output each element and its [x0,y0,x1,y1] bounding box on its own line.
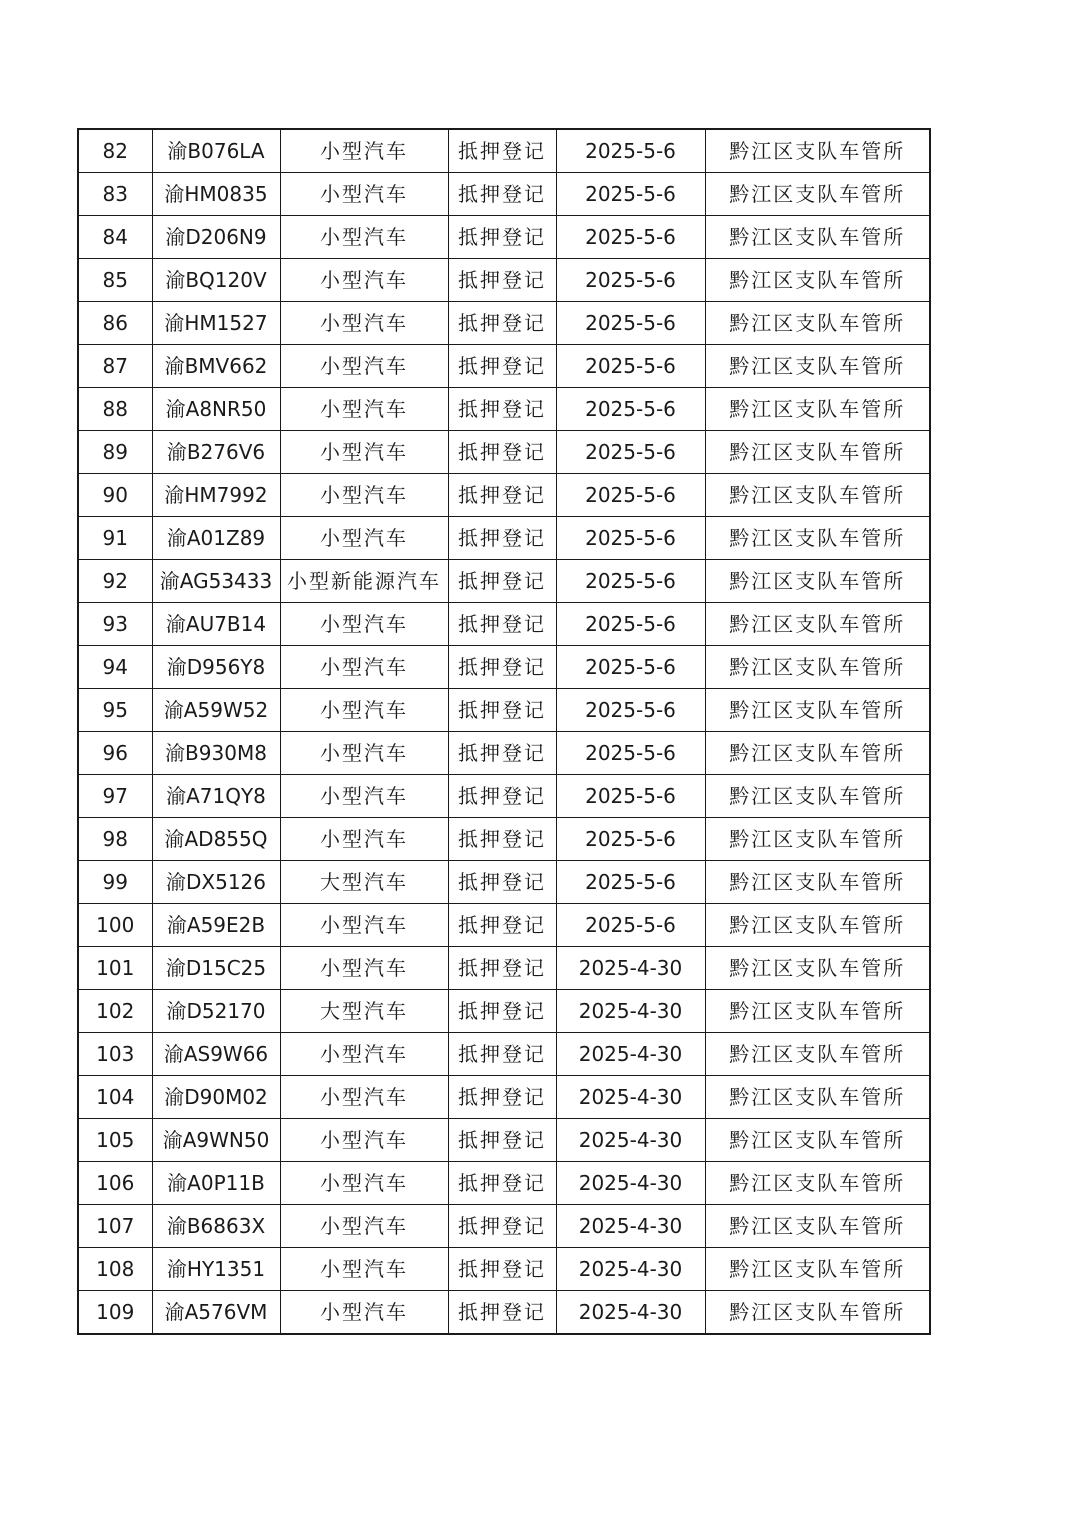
business-type-cell: 抵押登记 [448,259,556,302]
table-row [78,560,930,603]
table-row [78,603,930,646]
office-cell: 黔江区支队车管所 [705,1162,930,1205]
business-type-cell: 抵押登记 [448,517,556,560]
business-type-cell: 抵押登记 [448,818,556,861]
office-cell: 黔江区支队车管所 [705,474,930,517]
vehicle-type-cell: 小型汽车 [280,302,448,345]
business-type-cell: 抵押登记 [448,431,556,474]
office-cell: 黔江区支队车管所 [705,1119,930,1162]
table-row [78,732,930,775]
date-cell: 2025-5-6 [556,216,705,259]
vehicle-type-cell: 小型汽车 [280,689,448,732]
vehicle-type-cell: 小型汽车 [280,1205,448,1248]
office-cell: 黔江区支队车管所 [705,689,930,732]
vehicle-type-cell: 大型汽车 [280,861,448,904]
vehicle-type-cell: 小型汽车 [280,431,448,474]
date-cell: 2025-4-30 [556,1205,705,1248]
table-row [78,259,930,302]
table-row [78,345,930,388]
business-type-cell: 抵押登记 [448,732,556,775]
business-type-cell: 抵押登记 [448,560,556,603]
office-cell: 黔江区支队车管所 [705,431,930,474]
plate-number-cell: 渝B076LA [152,129,280,173]
table-row [78,990,930,1033]
business-type-cell: 抵押登记 [448,947,556,990]
table-row [78,1205,930,1248]
date-cell: 2025-5-6 [556,345,705,388]
date-cell: 2025-4-30 [556,947,705,990]
date-cell: 2025-5-6 [556,517,705,560]
row-number-cell: 99 [78,861,152,904]
vehicle-type-cell: 小型汽车 [280,517,448,560]
vehicle-type-cell: 大型汽车 [280,990,448,1033]
business-type-cell: 抵押登记 [448,388,556,431]
vehicle-type-cell: 小型汽车 [280,947,448,990]
plate-number-cell: 渝AU7B14 [152,603,280,646]
date-cell: 2025-5-6 [556,431,705,474]
table-row [78,861,930,904]
business-type-cell: 抵押登记 [448,474,556,517]
business-type-cell: 抵押登记 [448,689,556,732]
row-number-cell: 103 [78,1033,152,1076]
plate-number-cell: 渝B6863X [152,1205,280,1248]
table-row [78,1033,930,1076]
row-number-cell: 92 [78,560,152,603]
office-cell: 黔江区支队车管所 [705,990,930,1033]
date-cell: 2025-5-6 [556,302,705,345]
registration-table-body [78,129,930,1334]
plate-number-cell: 渝AS9W66 [152,1033,280,1076]
row-number-cell: 84 [78,216,152,259]
date-cell: 2025-5-6 [556,732,705,775]
date-cell: 2025-4-30 [556,1162,705,1205]
date-cell: 2025-4-30 [556,1119,705,1162]
business-type-cell: 抵押登记 [448,1119,556,1162]
office-cell: 黔江区支队车管所 [705,904,930,947]
date-cell: 2025-4-30 [556,1248,705,1291]
table-row [78,431,930,474]
plate-number-cell: 渝DX5126 [152,861,280,904]
vehicle-type-cell: 小型汽车 [280,775,448,818]
plate-number-cell: 渝HM1527 [152,302,280,345]
office-cell: 黔江区支队车管所 [705,388,930,431]
office-cell: 黔江区支队车管所 [705,1205,930,1248]
row-number-cell: 94 [78,646,152,689]
table-row [78,646,930,689]
office-cell: 黔江区支队车管所 [705,603,930,646]
vehicle-type-cell: 小型汽车 [280,1033,448,1076]
table-row [78,1076,930,1119]
plate-number-cell: 渝AD855Q [152,818,280,861]
table-row [78,1248,930,1291]
date-cell: 2025-5-6 [556,129,705,173]
plate-number-cell: 渝A59E2B [152,904,280,947]
business-type-cell: 抵押登记 [448,173,556,216]
plate-number-cell: 渝HY1351 [152,1248,280,1291]
office-cell: 黔江区支队车管所 [705,947,930,990]
vehicle-type-cell: 小型汽车 [280,818,448,861]
office-cell: 黔江区支队车管所 [705,1076,930,1119]
table-row [78,775,930,818]
business-type-cell: 抵押登记 [448,1248,556,1291]
date-cell: 2025-5-6 [556,560,705,603]
business-type-cell: 抵押登记 [448,345,556,388]
plate-number-cell: 渝A71QY8 [152,775,280,818]
plate-number-cell: 渝A8NR50 [152,388,280,431]
office-cell: 黔江区支队车管所 [705,1291,930,1335]
plate-number-cell: 渝B930M8 [152,732,280,775]
business-type-cell: 抵押登记 [448,603,556,646]
plate-number-cell: 渝BMV662 [152,345,280,388]
registration-table [77,128,931,1335]
office-cell: 黔江区支队车管所 [705,732,930,775]
office-cell: 黔江区支队车管所 [705,1248,930,1291]
business-type-cell: 抵押登记 [448,1076,556,1119]
row-number-cell: 93 [78,603,152,646]
table-row [78,1119,930,1162]
row-number-cell: 85 [78,259,152,302]
business-type-cell: 抵押登记 [448,990,556,1033]
plate-number-cell: 渝D90M02 [152,1076,280,1119]
vehicle-type-cell: 小型汽车 [280,603,448,646]
vehicle-type-cell: 小型汽车 [280,259,448,302]
plate-number-cell: 渝D52170 [152,990,280,1033]
row-number-cell: 104 [78,1076,152,1119]
date-cell: 2025-5-6 [556,646,705,689]
office-cell: 黔江区支队车管所 [705,259,930,302]
plate-number-cell: 渝D206N9 [152,216,280,259]
row-number-cell: 86 [78,302,152,345]
table-row [78,1162,930,1205]
plate-number-cell: 渝A576VM [152,1291,280,1335]
plate-number-cell: 渝D956Y8 [152,646,280,689]
date-cell: 2025-5-6 [556,388,705,431]
table-row [78,904,930,947]
vehicle-type-cell: 小型汽车 [280,732,448,775]
date-cell: 2025-5-6 [556,603,705,646]
table-row [78,173,930,216]
date-cell: 2025-5-6 [556,775,705,818]
business-type-cell: 抵押登记 [448,1291,556,1335]
plate-number-cell: 渝B276V6 [152,431,280,474]
row-number-cell: 102 [78,990,152,1033]
office-cell: 黔江区支队车管所 [705,861,930,904]
row-number-cell: 82 [78,129,152,173]
business-type-cell: 抵押登记 [448,129,556,173]
vehicle-type-cell: 小型汽车 [280,646,448,689]
business-type-cell: 抵押登记 [448,1033,556,1076]
row-number-cell: 83 [78,173,152,216]
office-cell: 黔江区支队车管所 [705,302,930,345]
business-type-cell: 抵押登记 [448,1205,556,1248]
table-row [78,947,930,990]
office-cell: 黔江区支队车管所 [705,560,930,603]
row-number-cell: 95 [78,689,152,732]
date-cell: 2025-4-30 [556,1076,705,1119]
plate-number-cell: 渝HM0835 [152,173,280,216]
date-cell: 2025-5-6 [556,861,705,904]
office-cell: 黔江区支队车管所 [705,818,930,861]
date-cell: 2025-5-6 [556,474,705,517]
table-row [78,302,930,345]
date-cell: 2025-5-6 [556,259,705,302]
table-row [78,216,930,259]
table-row [78,388,930,431]
row-number-cell: 87 [78,345,152,388]
vehicle-type-cell: 小型汽车 [280,216,448,259]
table-row [78,474,930,517]
table-row [78,818,930,861]
date-cell: 2025-4-30 [556,990,705,1033]
plate-number-cell: 渝HM7992 [152,474,280,517]
vehicle-type-cell: 小型汽车 [280,1076,448,1119]
business-type-cell: 抵押登记 [448,861,556,904]
row-number-cell: 90 [78,474,152,517]
vehicle-type-cell: 小型汽车 [280,474,448,517]
table-row [78,1291,930,1335]
plate-number-cell: 渝A01Z89 [152,517,280,560]
vehicle-type-cell: 小型汽车 [280,1248,448,1291]
date-cell: 2025-4-30 [556,1291,705,1335]
table-row [78,689,930,732]
office-cell: 黔江区支队车管所 [705,216,930,259]
plate-number-cell: 渝A0P11B [152,1162,280,1205]
vehicle-type-cell: 小型汽车 [280,1119,448,1162]
row-number-cell: 98 [78,818,152,861]
vehicle-type-cell: 小型新能源汽车 [280,560,448,603]
business-type-cell: 抵押登记 [448,1162,556,1205]
row-number-cell: 105 [78,1119,152,1162]
row-number-cell: 91 [78,517,152,560]
date-cell: 2025-5-6 [556,818,705,861]
row-number-cell: 107 [78,1205,152,1248]
date-cell: 2025-5-6 [556,689,705,732]
row-number-cell: 97 [78,775,152,818]
office-cell: 黔江区支队车管所 [705,1033,930,1076]
business-type-cell: 抵押登记 [448,775,556,818]
table-row [78,517,930,560]
plate-number-cell: 渝A59W52 [152,689,280,732]
vehicle-type-cell: 小型汽车 [280,1162,448,1205]
office-cell: 黔江区支队车管所 [705,129,930,173]
row-number-cell: 96 [78,732,152,775]
business-type-cell: 抵押登记 [448,904,556,947]
row-number-cell: 108 [78,1248,152,1291]
plate-number-cell: 渝A9WN50 [152,1119,280,1162]
office-cell: 黔江区支队车管所 [705,345,930,388]
vehicle-type-cell: 小型汽车 [280,173,448,216]
business-type-cell: 抵押登记 [448,646,556,689]
row-number-cell: 109 [78,1291,152,1335]
date-cell: 2025-5-6 [556,173,705,216]
office-cell: 黔江区支队车管所 [705,646,930,689]
vehicle-type-cell: 小型汽车 [280,345,448,388]
office-cell: 黔江区支队车管所 [705,775,930,818]
vehicle-type-cell: 小型汽车 [280,1291,448,1335]
office-cell: 黔江区支队车管所 [705,517,930,560]
date-cell: 2025-5-6 [556,904,705,947]
table-row [78,129,930,173]
vehicle-type-cell: 小型汽车 [280,904,448,947]
row-number-cell: 100 [78,904,152,947]
plate-number-cell: 渝BQ120V [152,259,280,302]
business-type-cell: 抵押登记 [448,302,556,345]
business-type-cell: 抵押登记 [448,216,556,259]
row-number-cell: 101 [78,947,152,990]
plate-number-cell: 渝D15C25 [152,947,280,990]
row-number-cell: 89 [78,431,152,474]
date-cell: 2025-4-30 [556,1033,705,1076]
vehicle-type-cell: 小型汽车 [280,129,448,173]
vehicle-type-cell: 小型汽车 [280,388,448,431]
plate-number-cell: 渝AG53433 [152,560,280,603]
row-number-cell: 106 [78,1162,152,1205]
office-cell: 黔江区支队车管所 [705,173,930,216]
row-number-cell: 88 [78,388,152,431]
